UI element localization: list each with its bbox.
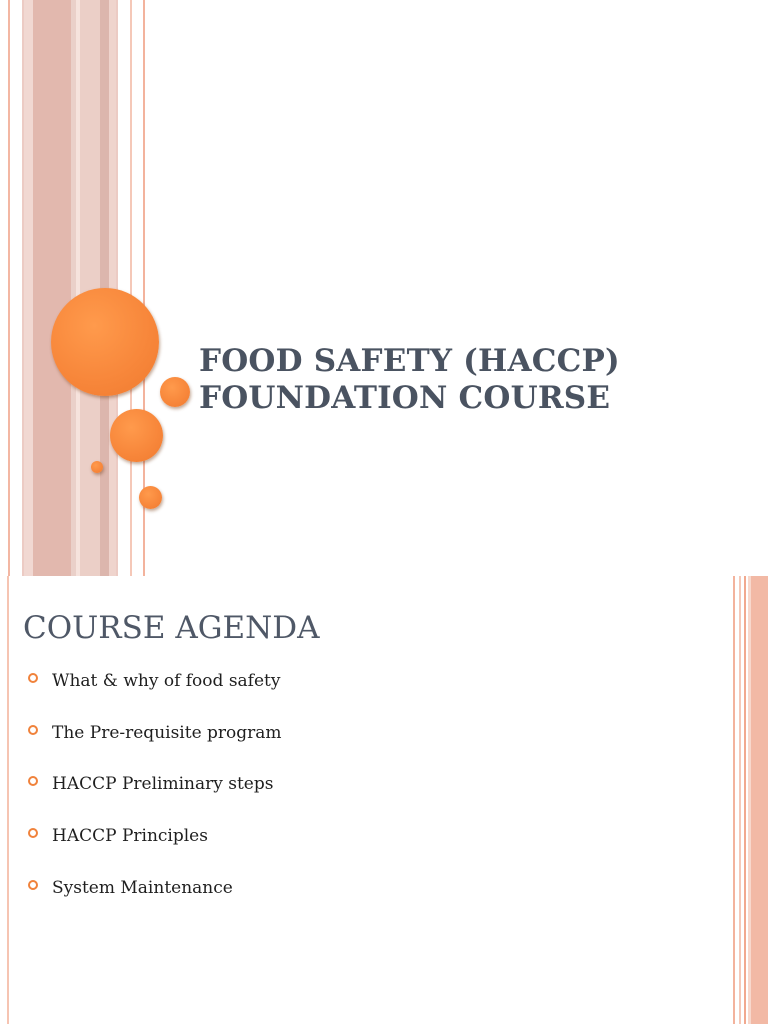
agenda-heading: COURSE AGENDA <box>23 610 320 646</box>
agenda-item <box>28 823 208 849</box>
decorative-circle <box>51 288 159 396</box>
agenda-item-label: HACCP Preliminary steps <box>52 774 274 794</box>
decorative-stripe <box>8 0 10 576</box>
agenda-item-label: HACCP Principles <box>52 826 208 846</box>
decorative-circle <box>160 377 190 407</box>
decorative-circle <box>110 409 163 462</box>
decorative-circle <box>139 486 162 509</box>
agenda-item <box>28 668 280 694</box>
decorative-stripe <box>748 576 751 1024</box>
decorative-stripe <box>33 0 71 576</box>
decorative-stripe <box>733 576 735 1024</box>
slide-title <box>199 343 719 417</box>
decorative-circle <box>91 461 103 473</box>
agenda-item-label: System Maintenance <box>52 878 233 898</box>
bullet-circle-icon <box>28 725 38 735</box>
bullet-circle-icon <box>28 673 38 683</box>
title-line-2: FOUNDATION COURSE <box>199 380 611 416</box>
title-line-1: FOOD SAFETY (HACCP) <box>199 343 620 379</box>
decorative-stripe <box>130 0 132 576</box>
agenda-item <box>28 720 282 746</box>
decorative-stripe <box>739 576 741 1024</box>
decorative-stripe <box>24 0 33 576</box>
decorative-stripe <box>750 576 768 1024</box>
bullet-circle-icon <box>28 828 38 838</box>
decorative-stripe <box>744 576 746 1024</box>
bullet-circle-icon <box>28 880 38 890</box>
agenda-item <box>28 875 233 901</box>
agenda-item-label: What & why of food safety <box>52 671 281 691</box>
bullet-circle-icon <box>28 776 38 786</box>
decorative-stripe <box>7 576 9 1024</box>
agenda-item-label: The Pre-requisite program <box>52 723 282 743</box>
agenda-item <box>28 771 273 797</box>
